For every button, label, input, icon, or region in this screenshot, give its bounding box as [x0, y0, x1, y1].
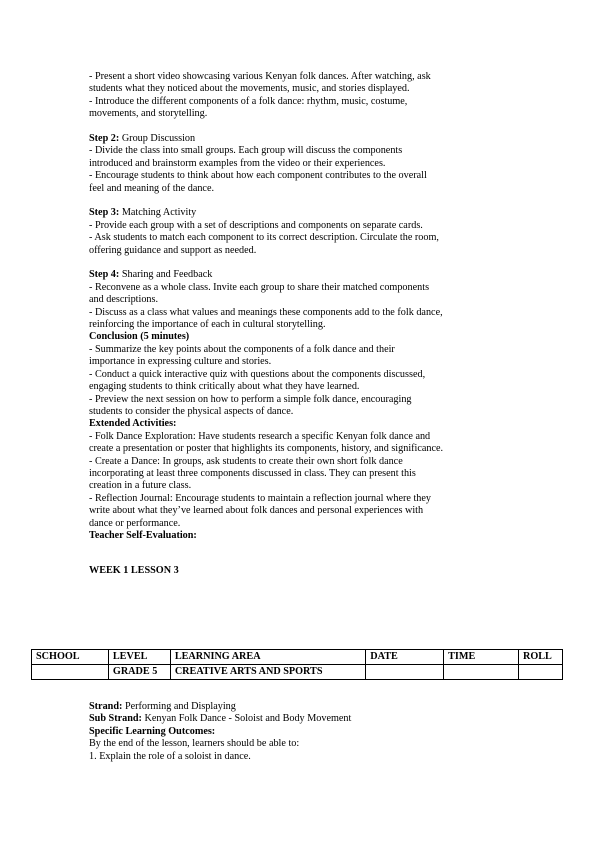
cell-time — [444, 665, 519, 680]
text-line: - Create a Dance: In groups, ask students to create their own short folk dance — [89, 455, 403, 467]
text-line: - Conduct a quick interactive quiz with questions about the components discussed, — [89, 368, 426, 380]
step-4-heading — [89, 269, 514, 281]
conclusion-heading-text: Conclusion (5 minutes) — [89, 331, 190, 343]
header-level: LEVEL — [108, 650, 170, 665]
header-school: SCHOOL — [32, 650, 109, 665]
step-3-section — [89, 207, 514, 257]
cell-roll — [518, 665, 562, 680]
text-line: - Folk Dance Exploration: Have students research a specific Kenyan folk dance and — [89, 430, 431, 442]
lesson-info-table — [31, 649, 563, 680]
text-line: creation in a future class. — [89, 480, 192, 492]
week-lesson-heading: WEEK 1 LESSON 3 — [89, 564, 179, 576]
step-2-section — [89, 133, 514, 195]
table-row — [32, 665, 563, 680]
text-line: - Introduce the different components of a folk dance: rhythm, music, costume, — [89, 95, 408, 107]
sub-strand-value: Kenyan Folk Dance - Soloist and Body Movement — [141, 713, 352, 725]
outcomes-heading — [89, 726, 514, 738]
lesson-details — [89, 701, 514, 763]
spacer — [89, 121, 514, 133]
text-line: incorporating at least three components discussed in class. They can present this — [89, 467, 416, 479]
spacer — [89, 257, 514, 269]
strand-label: Strand: — [89, 701, 123, 712]
header-roll: ROLL — [518, 650, 562, 665]
text-line: - Reflection Journal: Encourage students to maintain a reflection journal where they — [89, 492, 432, 504]
self-evaluation-text: Teacher Self-Evaluation: — [89, 529, 197, 541]
text-line: - Encourage students to think about how each component contributes to the overall — [89, 170, 427, 182]
strand-value: Performing and Displaying — [122, 701, 236, 712]
text-line: engaging students to think critically about what they have learned. — [89, 381, 360, 393]
text-line: - Divide the class into small groups. Each group will discuss the components — [89, 145, 403, 157]
text-line: introduced and brainstorm examples from the video or their experiences. — [89, 157, 386, 169]
text-line: students to consider the physical aspects of dance. — [89, 405, 294, 417]
outcomes-heading-text: Specific Learning Outcomes: — [89, 725, 216, 737]
header-learning-area: LEARNING AREA — [170, 650, 365, 665]
step-4-label: Step 4: — [89, 269, 120, 281]
text-line: - Provide each group with a set of descriptions and components on separate cards. — [89, 219, 423, 231]
spacer — [89, 542, 514, 554]
spacer — [89, 195, 514, 207]
text-line: - Discuss as a class what values and meanings these components add to the folk dance, — [89, 306, 443, 318]
step-2-title: Group Discussion — [119, 133, 196, 145]
step-2-label: Step 2: — [89, 133, 120, 145]
text-line: write about what they’ve learned about folk dances and personal experiences with — [89, 505, 424, 517]
step-4-section — [89, 269, 514, 331]
text-line: students what they noticed about the movements, music, and stories displayed. — [89, 83, 410, 95]
text-line: - Reconvene as a whole class. Invite each group to share their matched components — [89, 281, 430, 293]
cell-school — [32, 665, 109, 680]
text-line: - Ask students to match each component to its correct description. Circulate the room, — [89, 232, 439, 244]
text-line: offering guidance and support as needed. — [89, 244, 257, 256]
teacher-self-evaluation — [89, 530, 514, 542]
lesson-body — [89, 71, 514, 577]
text-line: - Preview the next session on how to perform a simple folk dance, encouraging — [89, 393, 412, 405]
text-line: - Summarize the key points about the components of a folk dance and their — [89, 343, 395, 355]
text-line: reinforcing the importance of each in cultural storytelling. — [89, 319, 326, 331]
conclusion-heading — [89, 331, 514, 343]
header-time: TIME — [444, 650, 519, 665]
text-line: movements, and storytelling. — [89, 108, 208, 120]
extended-activities-heading — [89, 418, 514, 430]
sub-strand-line — [89, 713, 514, 725]
extended-activities-section — [89, 418, 514, 530]
step-3-heading — [89, 207, 514, 219]
step-2-heading — [89, 133, 514, 145]
conclusion-section — [89, 331, 514, 418]
cell-date — [366, 665, 444, 680]
header-date: DATE — [366, 650, 444, 665]
step-4-title: Sharing and Feedback — [119, 269, 213, 281]
text-line: and descriptions. — [89, 294, 159, 306]
extended-heading-text: Extended Activities: — [89, 418, 177, 430]
sub-strand-label: Sub Strand: — [89, 713, 142, 725]
outcomes-intro: By the end of the lesson, learners should be able to: — [89, 738, 300, 750]
text-line: feel and meaning of the dance. — [89, 182, 215, 194]
outcome-item: 1. Explain the role of a soloist in dance. — [89, 750, 251, 762]
text-line: dance or performance. — [89, 517, 181, 529]
strand-line — [89, 701, 514, 713]
intro-section — [89, 71, 514, 121]
step-3-title: Matching Activity — [119, 207, 197, 219]
text-line: create a presentation or poster that highlights its components, history, and significance. — [89, 443, 444, 455]
step-3-label: Step 3: — [89, 207, 120, 219]
cell-learning-area: CREATIVE ARTS AND SPORTS — [170, 665, 365, 680]
table-header-row — [32, 650, 563, 665]
text-line: importance in expressing culture and stories. — [89, 356, 272, 368]
text-line: - Present a short video showcasing various Kenyan folk dances. After watching, ask — [89, 71, 431, 82]
cell-level: GRADE 5 — [108, 665, 170, 680]
